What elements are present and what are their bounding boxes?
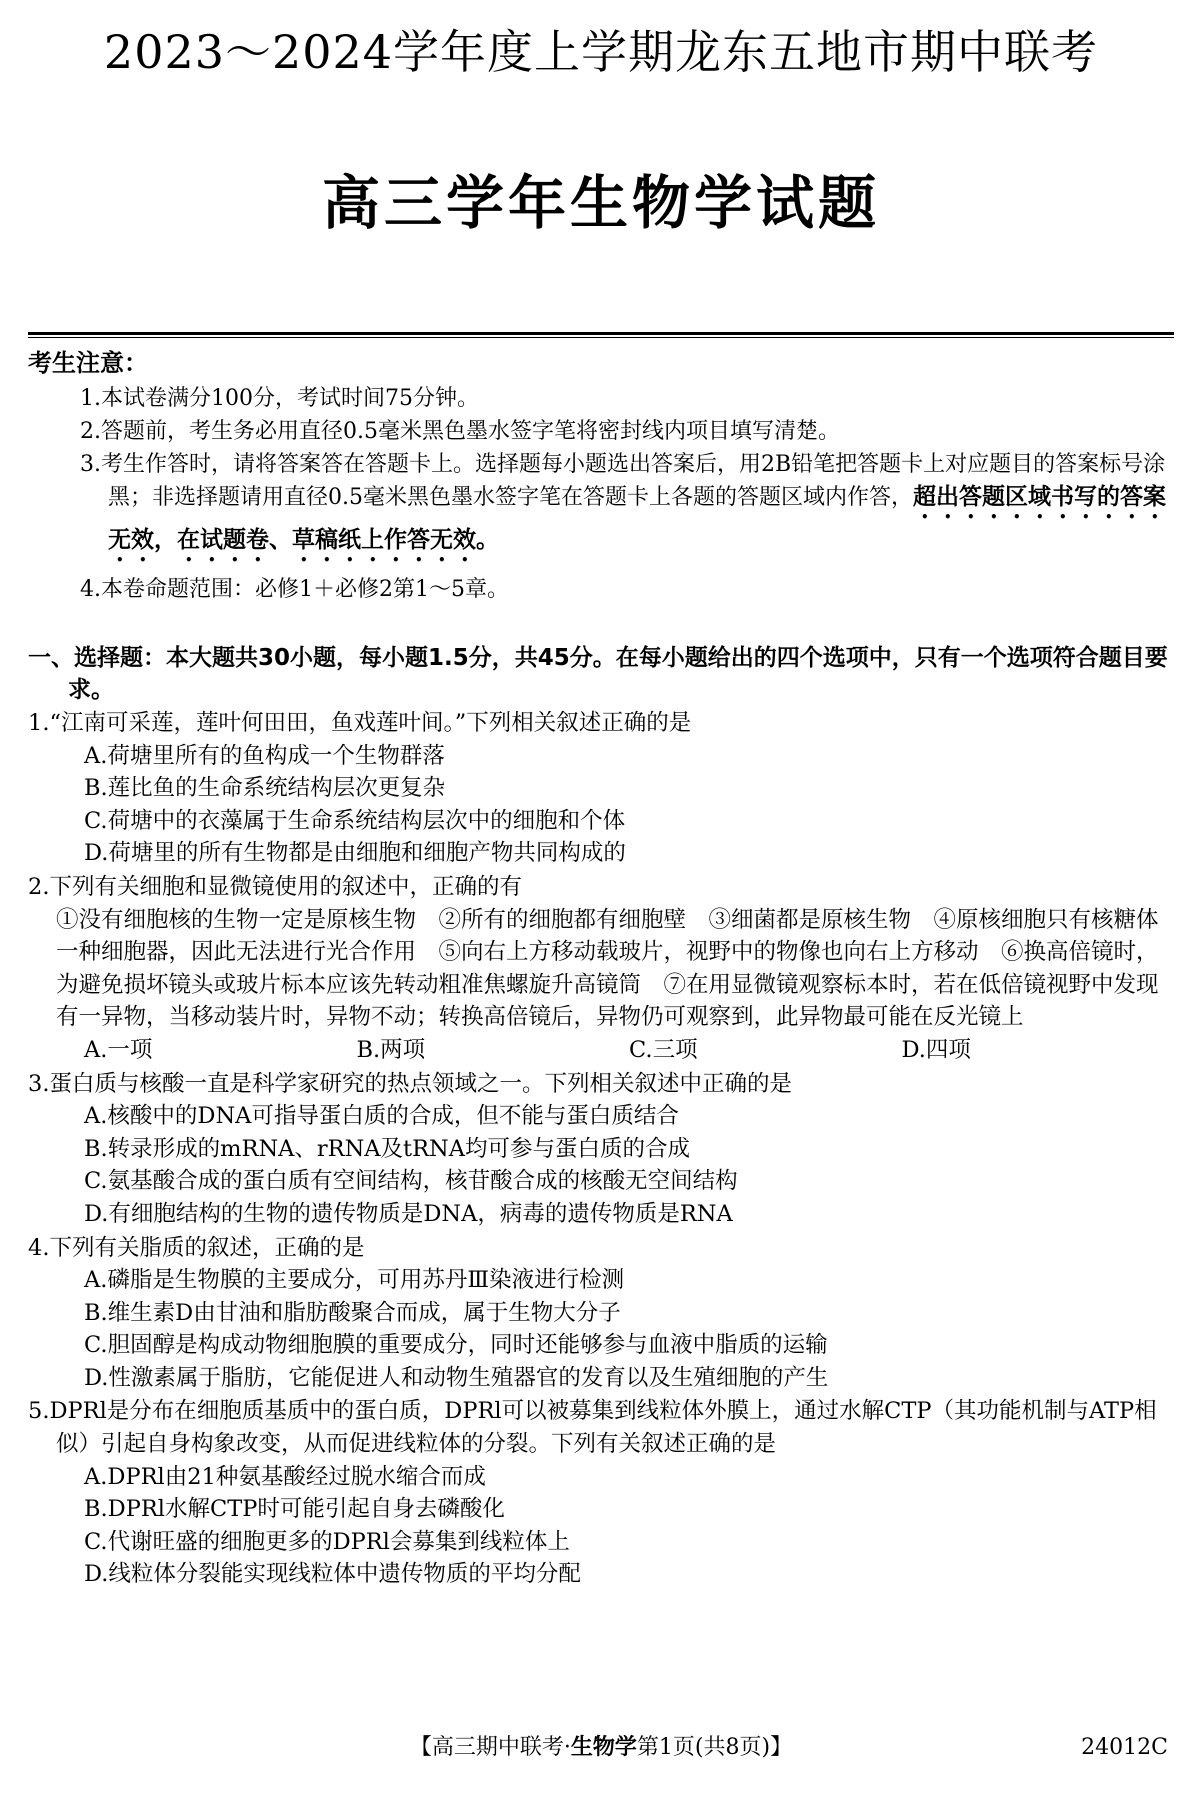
footer-exam-name: 【高三期中联考· <box>409 1735 571 1760</box>
option-c: C.荷塘中的衣藻属于生命系统结构层次中的细胞和个体 <box>84 807 626 834</box>
options-row <box>28 1034 1174 1067</box>
notice-item <box>28 448 1174 567</box>
notice-item-text: 3.考生作答时，请将答案答在答题卡上。选择题每小题选出答案后，用2B铅笔把答题卡上对应题目的答案标号涂黑；非选择题请用直径0.5毫米黑色墨水签字笔在答题卡上各题的答题区域内作答， <box>80 452 1166 510</box>
option-a: A.一项 <box>84 1036 153 1063</box>
question-stem: 5.DPRl是分布在细胞质基质中的蛋白质，DPRl可以被募集到线粒体外膜上，通过水解CTP（其功能机制与ATP相似）引起自身构象改变，从而促进线粒体的分裂。下列有关叙述正确的是 <box>28 1398 1157 1458</box>
option-c: C.三项 <box>629 1036 698 1063</box>
question-stem: 3.蛋白质与核酸一直是科学家研究的热点领域之一。下列相关叙述中正确的是 <box>28 1070 792 1097</box>
option-d: D.性激素属于脂肪，它能促进人和动物生殖器官的发育以及生殖细胞的产生 <box>84 1364 829 1391</box>
exam-title: 2023～2024学年度上学期龙东五地市期中联考 <box>103 25 1099 79</box>
notice-emphasis: 超出答题区域书写的答案无效，在试题卷、草稿纸上作答无效。 <box>108 484 1166 553</box>
notice-item: 2.答题前，考生务必用直径0.5毫米黑色墨水签字笔将密封线内项目填写清楚。 <box>80 419 840 444</box>
notice-item: 4.本卷命题范围：必修1＋必修2第1～5章。 <box>80 577 509 602</box>
option-b: B.转录形成的mRNA、rRNA及tRNA均可参与蛋白质的合成 <box>84 1135 690 1162</box>
option-d: D.四项 <box>901 1036 971 1063</box>
notice-item: 1.本试卷满分100分，考试时间75分钟。 <box>80 386 479 411</box>
option-a: A.DPRl由21种氨基酸经过脱水缩合而成 <box>84 1463 486 1490</box>
notice-list <box>28 382 1174 606</box>
option-b: B.莲比鱼的生命系统结构层次更复杂 <box>84 775 446 802</box>
option-a: A.荷塘里所有的鱼构成一个生物群落 <box>84 742 445 769</box>
header-rule-thin <box>28 337 1174 338</box>
question-stem: 2.下列有关细胞和显微镜使用的叙述中，正确的有 <box>28 873 522 900</box>
option-c: C.氨基酸合成的蛋白质有空间结构，核苷酸合成的核酸无空间结构 <box>84 1168 738 1195</box>
option-c: C.胆固醇是构成动物细胞膜的重要成分，同时还能够参与血液中脂质的运输 <box>84 1332 828 1359</box>
footer-caption <box>28 1728 1174 1768</box>
question-3 <box>28 1068 1174 1231</box>
footer-page-number: 第1页(共8页)】 <box>636 1735 793 1760</box>
option-a: A.磷脂是生物膜的主要成分，可用苏丹Ⅲ染液进行检测 <box>84 1267 625 1294</box>
subject-title: 高三学年生物学试题 <box>321 169 880 237</box>
option-b: B.维生素D由甘油和脂肪酸聚合而成，属于生物大分子 <box>84 1299 621 1326</box>
section-heading: 一、选择题：本大题共30小题，每小题1.5分，共45分。在每小题给出的四个选项中，只有一个选项符合题目要求。 <box>28 645 1168 703</box>
question-5 <box>28 1395 1174 1591</box>
option-b: B.两项 <box>356 1036 426 1063</box>
header-rule <box>28 332 1174 335</box>
option-d: D.荷塘里的所有生物都是由细胞和细胞产物共同构成的 <box>84 840 626 867</box>
notice-heading: 考生注意： <box>28 349 148 377</box>
question-1 <box>28 707 1174 870</box>
page-footer <box>28 1728 1174 1768</box>
option-d: D.有细胞结构的生物的遗传物质是DNA，病毒的遗传物质是RNA <box>84 1200 733 1227</box>
footer-paper-code: 24012C <box>1081 1735 1168 1760</box>
question-4 <box>28 1232 1174 1395</box>
option-a: A.核酸中的DNA可指导蛋白质的合成，但不能与蛋白质结合 <box>84 1103 679 1130</box>
option-d: D.线粒体分裂能实现线粒体中遗传物质的平均分配 <box>84 1561 581 1588</box>
question-stem: 1.“江南可采莲，莲叶何田田，鱼戏莲叶间。”下列相关叙述正确的是 <box>28 710 692 736</box>
option-c: C.代谢旺盛的细胞更多的DPRl会募集到线粒体上 <box>84 1528 570 1555</box>
question-stem: 4.下列有关脂质的叙述，正确的是 <box>28 1234 365 1261</box>
footer-subject: 生物学 <box>570 1735 637 1760</box>
question-statements: ①没有细胞核的生物一定是原核生物 ②所有的细胞都有细胞壁 ③细菌都是原核生物 ④原核细胞只有核糖体一种细胞器，因此无法进行光合作用 ⑤向右上方移动载玻片，视野中的物像也向右上方移动 ⑥换高倍镜时，为避免损坏镜头或玻片标本应该先转动粗准焦螺旋升高镜筒 ⑦在用显微镜观察标本时，若在低倍镜视野中发现有一异物，当移动装片时，异物不动；转换高倍镜后，异物仍可观察到，此异物最可能在反光镜上 <box>56 906 1159 1031</box>
option-b: B.DPRl水解CTP时可能引起自身去磷酸化 <box>84 1496 505 1523</box>
question-2 <box>28 871 1174 1067</box>
